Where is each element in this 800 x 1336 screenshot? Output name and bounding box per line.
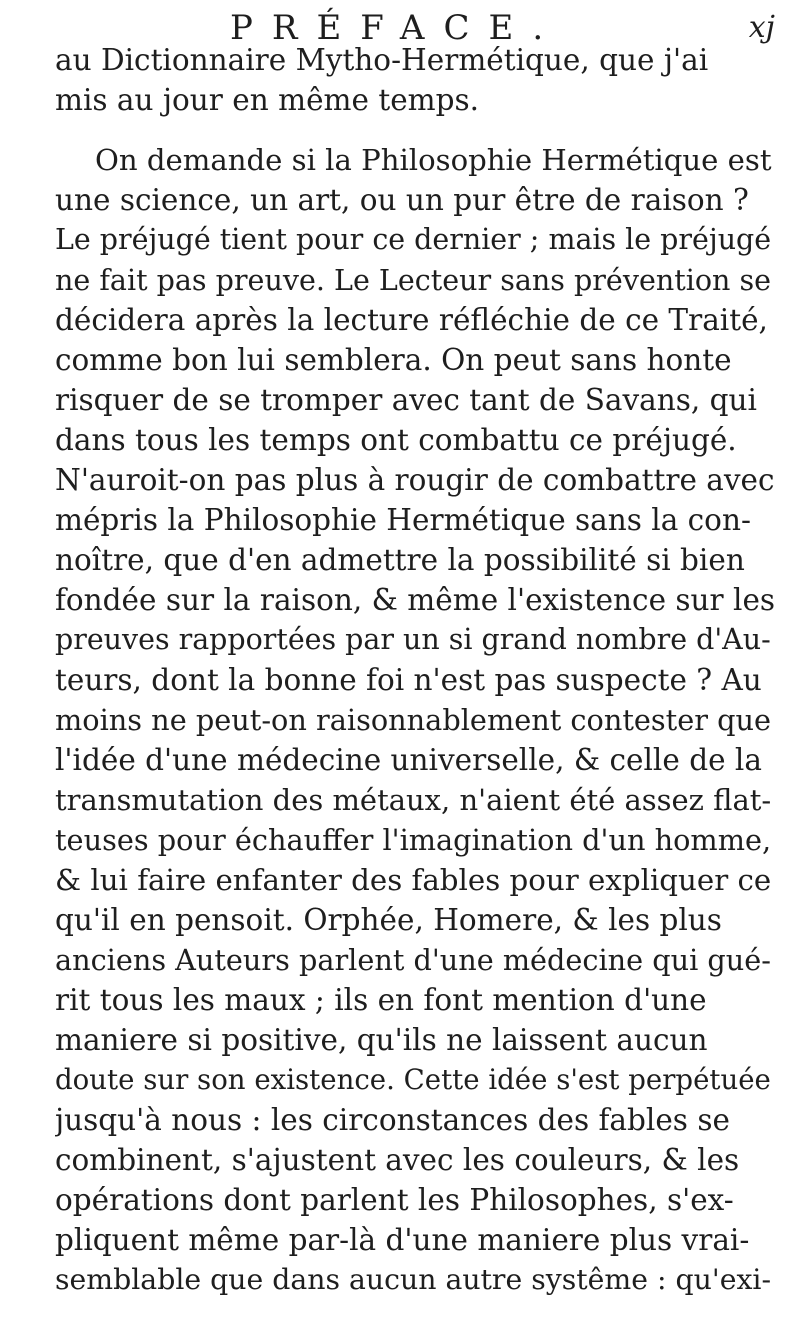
text-line: mépris la Philosophie Hermétique sans la con- <box>55 503 751 537</box>
text-line: transmutation des métaux, n'aient été assez flat- <box>55 783 772 817</box>
text-line: anciens Auteurs parlent d'une médecine qui gué- <box>55 943 771 977</box>
text-line: au Dictionnaire Mytho-Hermétique, que j'ai <box>55 43 709 77</box>
text-line: noître, que d'en admettre la possibilité si bien <box>55 543 745 577</box>
text-line: N'auroit-on pas plus à rougir de combattre avec <box>55 463 775 497</box>
text-line: mis au jour en même temps. <box>55 83 480 117</box>
text-line: doute sur son existence. Cette idée s'est perpétuée <box>55 1063 771 1096</box>
text-line: jusqu'à nous : les circonstances des fables se <box>55 1103 730 1137</box>
text-line: risquer de se tromper avec tant de Savans, qui <box>55 383 757 417</box>
text-line: preuves rapportées par un si grand nombre d'Au- <box>55 623 771 656</box>
text-line: moins ne peut-on raisonnablement contester que <box>55 703 772 737</box>
text-line: teuses pour échauffer l'imagination d'un homme, <box>55 823 772 857</box>
text-line: rit tous les maux ; ils en font mention d'une <box>55 983 707 1017</box>
text-line: Le préjugé tient pour ce dernier ; mais le préjugé <box>55 223 772 256</box>
page-number: xj <box>748 10 775 45</box>
text-line: comme bon lui semblera. On peut sans honte <box>55 343 732 377</box>
text-line: fondée sur la raison, & même l'existence sur les <box>55 583 775 617</box>
text-line: opérations dont parlent les Philosophes, s'ex- <box>55 1183 734 1217</box>
text-line: l'idée d'une médecine universelle, & celle de la <box>55 743 762 777</box>
text-line: une science, un art, ou un pur être de raison ? <box>55 183 749 217</box>
text-line: décidera après la lecture réfléchie de ce Traité, <box>55 303 768 337</box>
text-line: pliquent même par-là d'une maniere plus vrai- <box>55 1223 750 1257</box>
text-line: ne fait pas preuve. Le Lecteur sans prévention se <box>55 263 772 297</box>
text-line: teurs, dont la bonne foi n'est pas suspecte ? Au <box>55 663 762 697</box>
text-line: maniere si positive, qu'ils ne laissent aucun <box>55 1023 708 1057</box>
text-line: combinent, s'ajustent avec les couleurs, & les <box>55 1143 740 1177</box>
text-line: semblable que dans aucun autre systême : qu'exi- <box>55 1263 772 1296</box>
running-title: PRÉFACE. <box>230 8 563 48</box>
text-line: & lui faire enfanter des fables pour expliquer ce <box>55 863 772 897</box>
text-line: dans tous les temps ont combattu ce préjugé. <box>55 423 737 457</box>
text-line: qu'il en pensoit. Orphée, Homere, & les plus <box>55 903 722 937</box>
paragraph-first-line: On demande si la Philosophie Hermétique est <box>95 143 772 177</box>
